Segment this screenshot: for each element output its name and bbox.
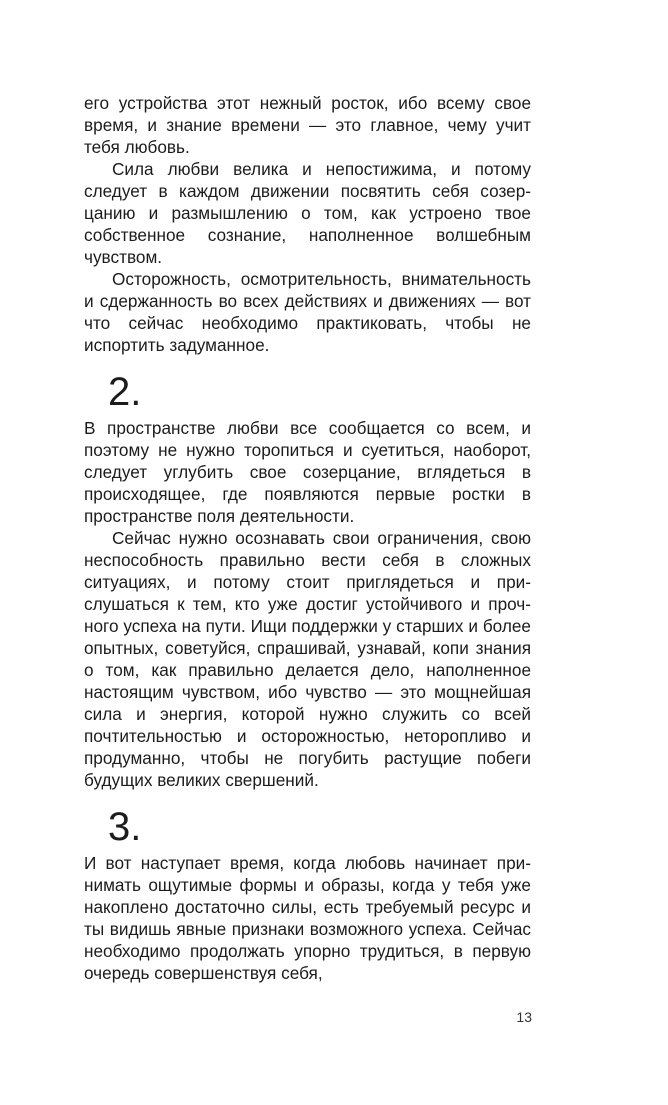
paragraph: В пространстве любви все сообщается со всем, и поэтому не нужно торопиться и суетиться, наоборот, следует углубить свое созерцание, вглядеться в происходящее, где появляются первые ростки в пространстве поля деятельности. <box>84 418 531 526</box>
section-number-3: 3. <box>108 805 142 849</box>
text-block-intro <box>84 92 531 356</box>
paragraph: его устройства этот нежный росток, ибо всему свое время, и знание времени — это главное, чему учит тебя любовь. <box>84 93 531 157</box>
section-number-2: 2. <box>108 370 142 414</box>
text-block-section-2 <box>84 417 531 791</box>
text-block-section-3 <box>84 852 531 984</box>
paragraph: И вот наступает время, когда любовь начинает принимать ощутимые формы и образы, когда у тебя уже накоплено достаточно силы, есть требуемый ресурс и ты видишь явные признаки возможного успеха. Сейчас необходимо продолжать упорно трудиться, в первую очередь совершенствуя себя, <box>84 853 531 983</box>
paragraph: Осторожность, осмотрительность, внимательность и сдержанность во всех действиях и движениях — вот что сейчас необходимо практиковать, чтобы не испортить задуманное. <box>84 269 531 355</box>
page-number: 13 <box>516 1009 532 1025</box>
paragraph: Сейчас нужно осознавать свои ограничения, свою неспособность правильно вести себя в сложных ситуациях, и потому стоит приглядеться и прислушаться к тем, кто уже достиг устойчивого и прочного успеха на пути. Ищи поддержки у старших и более опытных, советуйся, спрашивай, узнавай, копи знания о том, как правильно делается дело, наполненное настоящим чувством, ибо чувство — это мощнейшая сила и энергия, которой нужно служить со всей почтительностью и осторожностью, неторопливо и продуманно, чтобы не погубить растущие побеги будущих великих свершений. <box>84 528 531 790</box>
paragraph: Сила любви велика и непостижима, и потому следует в каждом движении посвятить себя созерцанию и размышлению о том, как устроено твое собственное сознание, наполненное волшебным чувством. <box>84 159 531 267</box>
